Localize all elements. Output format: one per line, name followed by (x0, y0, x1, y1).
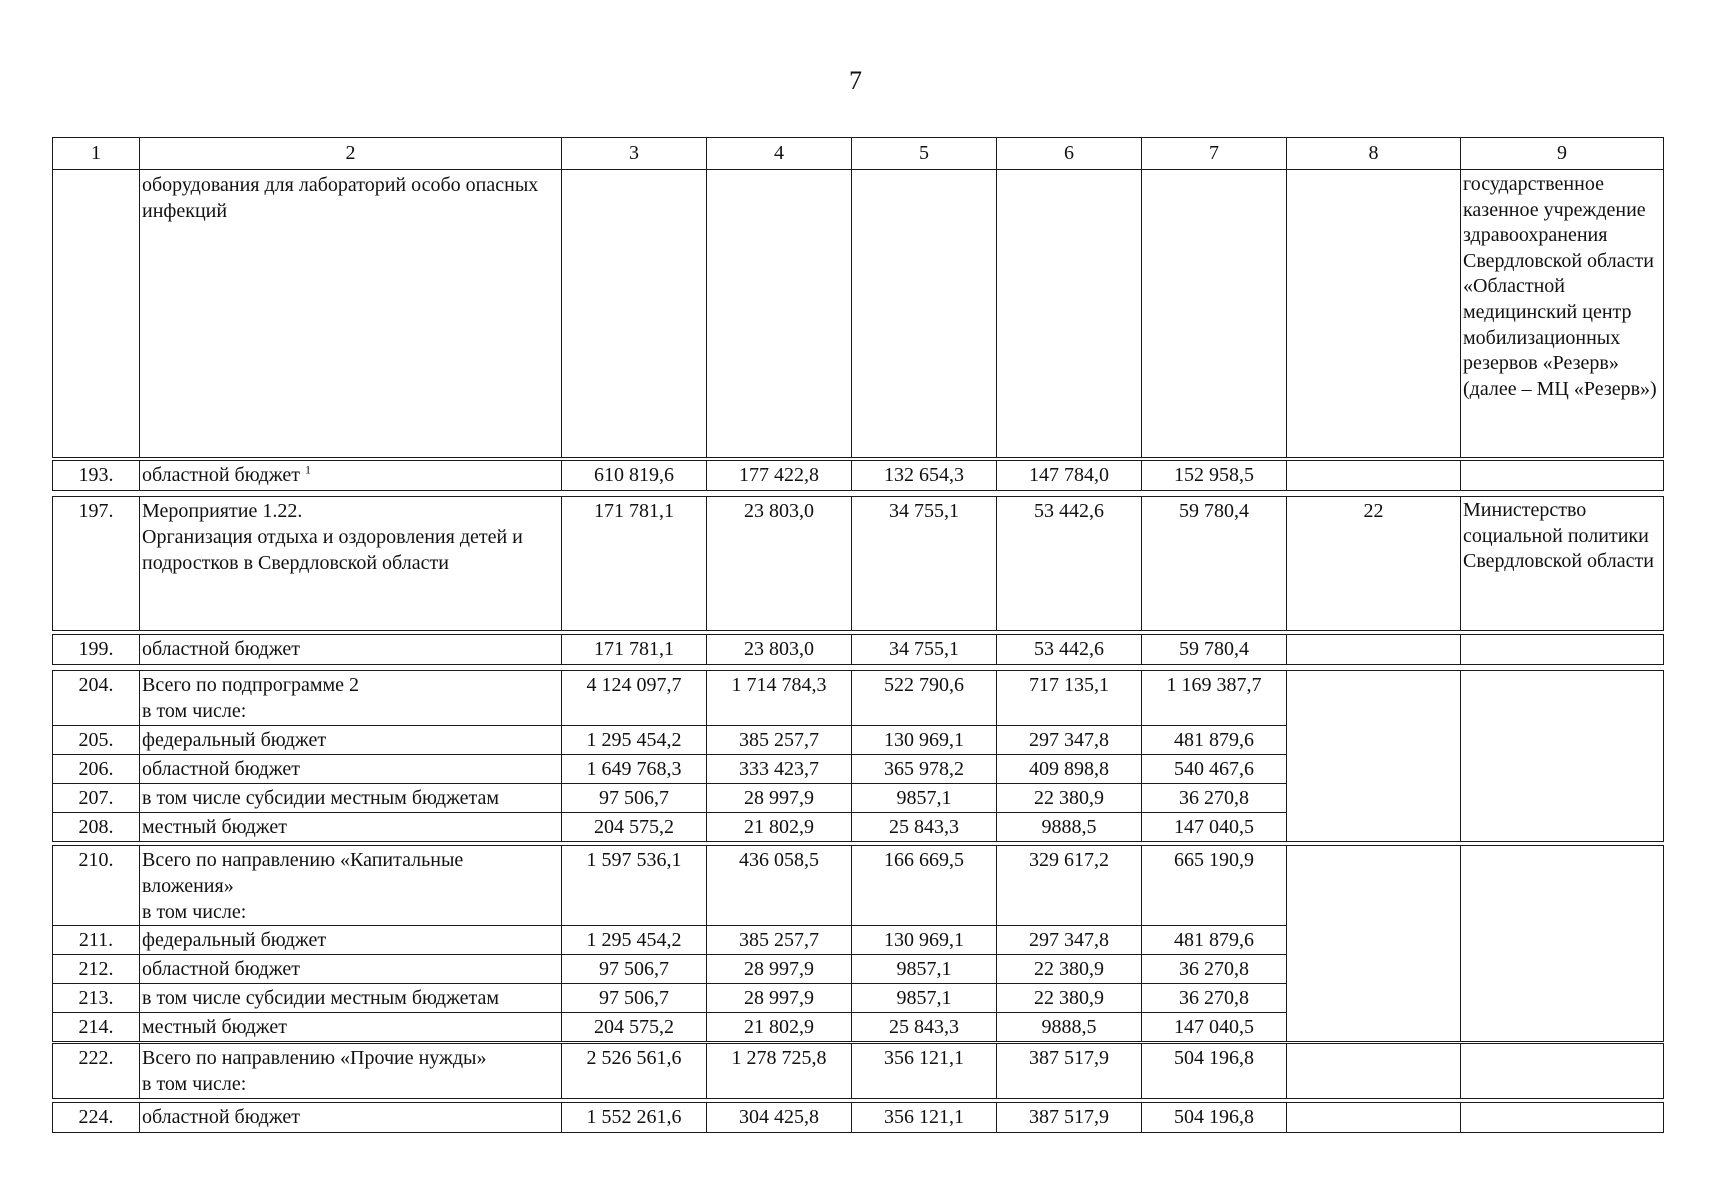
value-cell: 1 597 536,1 (562, 846, 707, 926)
value-cell: 53 442,6 (997, 497, 1142, 631)
value-cell: 22 380,9 (997, 984, 1142, 1013)
value-cell: 204 575,2 (562, 1013, 707, 1042)
value-cell: 1 552 261,6 (562, 1103, 707, 1133)
value-cell: 9888,5 (997, 813, 1142, 842)
value-cell: 97 506,7 (562, 955, 707, 984)
table-row (53, 497, 1664, 631)
table-block-199 (52, 634, 1664, 665)
row-number: 214. (53, 1013, 140, 1042)
value-cell: 1 295 454,2 (562, 726, 707, 755)
row-number: 204. (53, 671, 140, 726)
value-cell: 152 958,5 (1142, 461, 1287, 491)
value-cell: 333 423,7 (707, 755, 852, 784)
target-indicator-number: 22 (1287, 497, 1461, 631)
value-cell: 304 425,8 (707, 1103, 852, 1133)
value-cell: 171 781,1 (562, 635, 707, 665)
col-header-2: 2 (140, 138, 562, 170)
table-block-197 (52, 496, 1664, 631)
value-cell: 436 058,5 (707, 846, 852, 926)
value-cell: 36 270,8 (1142, 784, 1287, 813)
value-cell: 53 442,6 (997, 635, 1142, 665)
value-cell: 34 755,1 (852, 635, 997, 665)
row-number: 207. (53, 784, 140, 813)
table-block-224 (52, 1102, 1664, 1133)
col-header-3: 3 (562, 138, 707, 170)
value-cell: 177 422,8 (707, 461, 852, 491)
value-cell: 2 526 561,6 (562, 1044, 707, 1099)
value-cell: 1 169 387,7 (1142, 671, 1287, 726)
row-label: областной бюджет (140, 755, 562, 784)
value-cell: 1 714 784,3 (707, 671, 852, 726)
value-cell: 522 790,6 (852, 671, 997, 726)
value-cell: 297 347,8 (997, 726, 1142, 755)
value-cell: 36 270,8 (1142, 955, 1287, 984)
value-cell: 356 121,1 (852, 1044, 997, 1099)
value-cell: 504 196,8 (1142, 1044, 1287, 1099)
col-header-1: 1 (53, 138, 140, 170)
row-label (140, 461, 562, 491)
table-block-222 (52, 1043, 1664, 1099)
value-cell: 9857,1 (852, 984, 997, 1013)
value-cell: 385 257,7 (707, 926, 852, 955)
value-cell: 481 879,6 (1142, 726, 1287, 755)
value-cell: 329 617,2 (997, 846, 1142, 926)
continuation-description: оборудования для лабораторий особо опасных инфекций (140, 170, 562, 458)
value-cell: 28 997,9 (707, 784, 852, 813)
col-header-9: 9 (1461, 138, 1664, 170)
value-cell: 22 380,9 (997, 784, 1142, 813)
table-row (53, 1103, 1664, 1133)
column-number-row (53, 138, 1664, 170)
row-number (53, 170, 140, 458)
value-cell: 9888,5 (997, 1013, 1142, 1042)
value-cell: 130 969,1 (852, 726, 997, 755)
value-cell: 387 517,9 (997, 1044, 1142, 1099)
row-label: федеральный бюджет (140, 726, 562, 755)
value-cell: 147 040,5 (1142, 813, 1287, 842)
row-number: 193. (53, 461, 140, 491)
col-header-4: 4 (707, 138, 852, 170)
row-label: областной бюджет (140, 635, 562, 665)
row-label: Всего по направлению «Капитальные вложения» в том числе: (140, 846, 562, 926)
value-cell: 385 257,7 (707, 726, 852, 755)
footnote-marker: 1 (305, 462, 312, 477)
table-row (53, 846, 1664, 926)
row-label: Всего по подпрограмме 2 в том числе: (140, 671, 562, 726)
value-cell: 36 270,8 (1142, 984, 1287, 1013)
value-cell: 1 278 725,8 (707, 1044, 852, 1099)
row-label: местный бюджет (140, 813, 562, 842)
value-cell: 23 803,0 (707, 635, 852, 665)
value-cell: 28 997,9 (707, 984, 852, 1013)
row-label-text: областной бюджет (142, 464, 301, 486)
table-block-subprogram-2 (52, 670, 1664, 842)
value-cell: 23 803,0 (707, 497, 852, 631)
value-cell: 25 843,3 (852, 813, 997, 842)
row-label: федеральный бюджет (140, 926, 562, 955)
value-cell: 59 780,4 (1142, 497, 1287, 631)
row-number: 206. (53, 755, 140, 784)
value-cell: 717 135,1 (997, 671, 1142, 726)
row-label: в том числе субсидии местным бюджетам (140, 784, 562, 813)
continuation-row (53, 170, 1664, 458)
row-label: Мероприятие 1.22. Организация отдыха и оздоровления детей и подростков в Свердловской области (140, 497, 562, 631)
row-number: 210. (53, 846, 140, 926)
col-header-6: 6 (997, 138, 1142, 170)
row-label: областной бюджет (140, 1103, 562, 1133)
row-number: 197. (53, 497, 140, 631)
row-number: 208. (53, 813, 140, 842)
value-cell: 97 506,7 (562, 984, 707, 1013)
value-cell: 59 780,4 (1142, 635, 1287, 665)
row-number: 213. (53, 984, 140, 1013)
value-cell: 28 997,9 (707, 955, 852, 984)
row-number: 205. (53, 726, 140, 755)
value-cell: 21 802,9 (707, 813, 852, 842)
value-cell: 166 669,5 (852, 846, 997, 926)
value-cell: 409 898,8 (997, 755, 1142, 784)
value-cell: 22 380,9 (997, 955, 1142, 984)
value-cell: 204 575,2 (562, 813, 707, 842)
col-header-8: 8 (1287, 138, 1461, 170)
value-cell: 481 879,6 (1142, 926, 1287, 955)
col-header-5: 5 (852, 138, 997, 170)
row-number: 222. (53, 1044, 140, 1099)
value-cell: 297 347,8 (997, 926, 1142, 955)
value-cell: 504 196,8 (1142, 1103, 1287, 1133)
row-number: 211. (53, 926, 140, 955)
row-number: 199. (53, 635, 140, 665)
value-cell: 21 802,9 (707, 1013, 852, 1042)
value-cell: 25 843,3 (852, 1013, 997, 1042)
value-cell: 9857,1 (852, 955, 997, 984)
value-cell: 356 121,1 (852, 1103, 997, 1133)
responsible-executor: Министерство социальной политики Свердловской области (1461, 497, 1664, 631)
col-header-7: 7 (1142, 138, 1287, 170)
value-cell: 540 467,6 (1142, 755, 1287, 784)
table-block-193 (52, 460, 1664, 491)
table-row (53, 671, 1664, 726)
value-cell: 610 819,6 (562, 461, 707, 491)
row-label: областной бюджет (140, 955, 562, 984)
value-cell: 9857,1 (852, 784, 997, 813)
table-header-block (52, 137, 1664, 458)
value-cell: 147 784,0 (997, 461, 1142, 491)
row-label: местный бюджет (140, 1013, 562, 1042)
value-cell: 1 649 768,3 (562, 755, 707, 784)
value-cell: 132 654,3 (852, 461, 997, 491)
value-cell: 97 506,7 (562, 784, 707, 813)
value-cell: 665 190,9 (1142, 846, 1287, 926)
value-cell: 171 781,1 (562, 497, 707, 631)
page-number: 7 (849, 66, 862, 95)
responsible-executor: государственное казенное учреждение здравоохранения Свердловской области «Областной медицинский центр мобилизационных резервов «Резерв» (далее – МЦ «Резерв») (1461, 170, 1664, 458)
value-cell: 365 978,2 (852, 755, 997, 784)
row-label: в том числе субсидии местным бюджетам (140, 984, 562, 1013)
table-block-capital-investments (52, 845, 1664, 1042)
value-cell: 387 517,9 (997, 1103, 1142, 1133)
row-label: Всего по направлению «Прочие нужды» в том числе: (140, 1044, 562, 1099)
row-number: 212. (53, 955, 140, 984)
row-number: 224. (53, 1103, 140, 1133)
value-cell: 1 295 454,2 (562, 926, 707, 955)
value-cell: 4 124 097,7 (562, 671, 707, 726)
value-cell: 34 755,1 (852, 497, 997, 631)
table-row (53, 1044, 1664, 1099)
table-row (53, 461, 1664, 491)
value-cell: 147 040,5 (1142, 1013, 1287, 1042)
table-row (53, 635, 1664, 665)
value-cell: 130 969,1 (852, 926, 997, 955)
